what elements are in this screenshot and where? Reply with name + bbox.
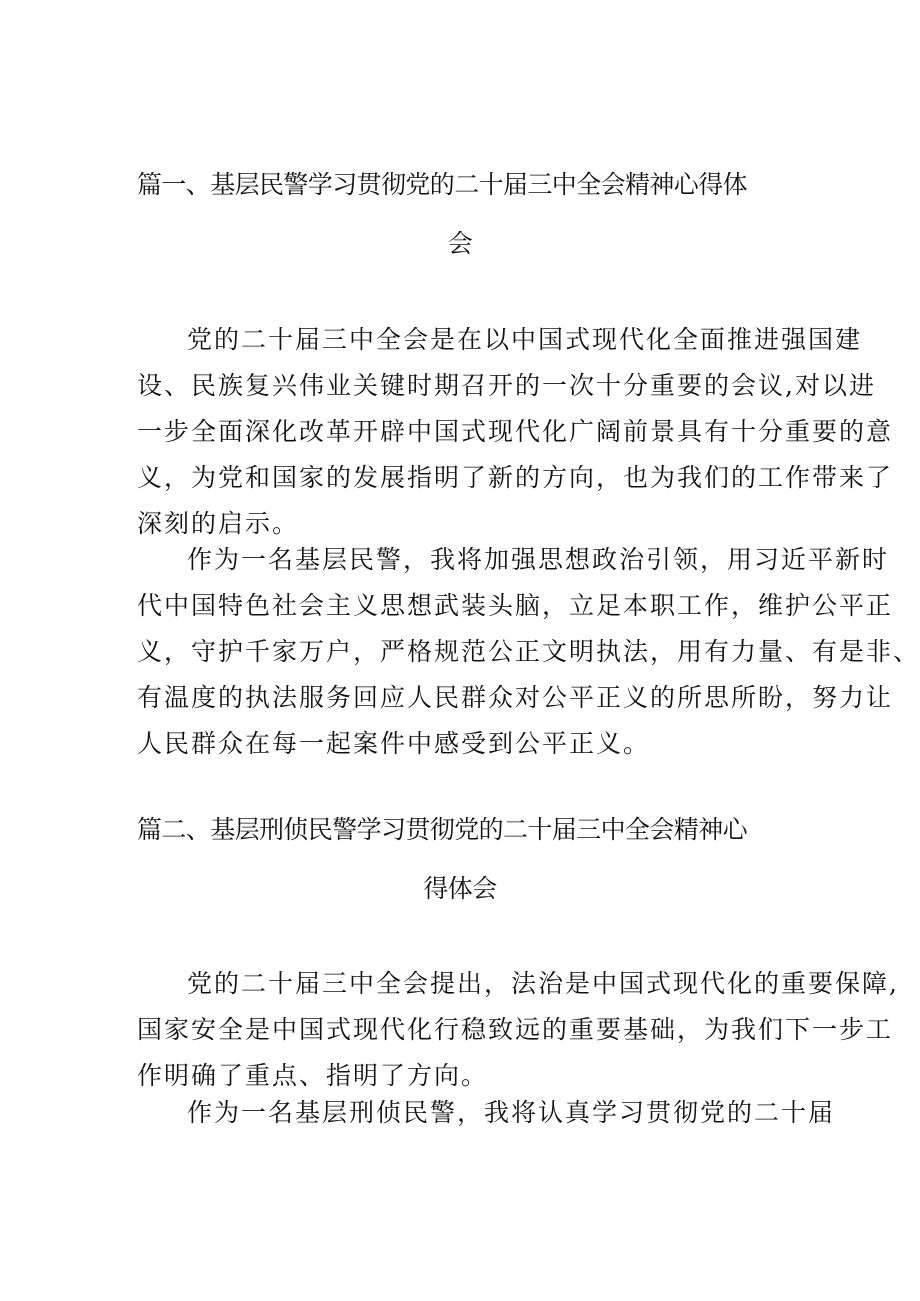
paragraph-line: 人民群众在每一起案件中感受到公平正义。 xyxy=(137,729,651,758)
paragraph-line: 党的二十届三中全会是在以中国式现代化全面推进强国建 xyxy=(187,325,863,354)
paragraph-line: 设、民族复兴伟业关键时期召开的一次十分重要的会议,对以进 xyxy=(137,371,876,400)
section1-paragraph1 xyxy=(137,317,894,547)
paragraph-line: 有温度的执法服务回应人民群众对公平正义的所思所盼，努力让 xyxy=(137,683,894,712)
paragraph-line: 党的二十届三中全会提出，法治是中国式现代化的重要保障, xyxy=(187,969,899,998)
section2-title-line2: 得体会 xyxy=(423,874,497,903)
paragraph-line: 一步全面深化改革开辟中国式现代化广阔前景具有十分重要的意 xyxy=(137,417,894,446)
section1-title-line2: 会 xyxy=(447,229,473,258)
section1-title-line1: 篇一、基层民警学习贯彻党的二十届三中全会精神心得体 xyxy=(137,170,748,199)
paragraph-line: 作为一名基层民警，我将加强思想政治引领，用习近平新时 xyxy=(187,545,890,574)
paragraph-line: 国家安全是中国式现代化行稳致远的重要基础，为我们下一步工 xyxy=(137,1015,894,1044)
paragraph-line: 深刻的启示。 xyxy=(137,509,300,538)
paragraph-line: 义，为党和国家的发展指明了新的方向，也为我们的工作带来了 xyxy=(137,463,894,492)
paragraph-line: 作明确了重点、指明了方向。 xyxy=(137,1061,489,1090)
paragraph-line: 作为一名基层刑侦民警，我将认真学习贯彻党的二十届 xyxy=(187,1098,836,1127)
section2-title-line1: 篇二、基层刑侦民警学习贯彻党的二十届三中全会精神心 xyxy=(137,815,748,844)
section2-paragraph2 xyxy=(137,1090,836,1136)
section2-paragraph1 xyxy=(137,961,899,1099)
paragraph-line: 义，守护千家万户，严格规范公正文明执法，用有力量、有是非、 xyxy=(137,637,920,666)
paragraph-line: 代中国特色社会主义思想武装头脑，立足本职工作，维护公平正 xyxy=(137,591,894,620)
section1-paragraph2 xyxy=(137,537,920,767)
